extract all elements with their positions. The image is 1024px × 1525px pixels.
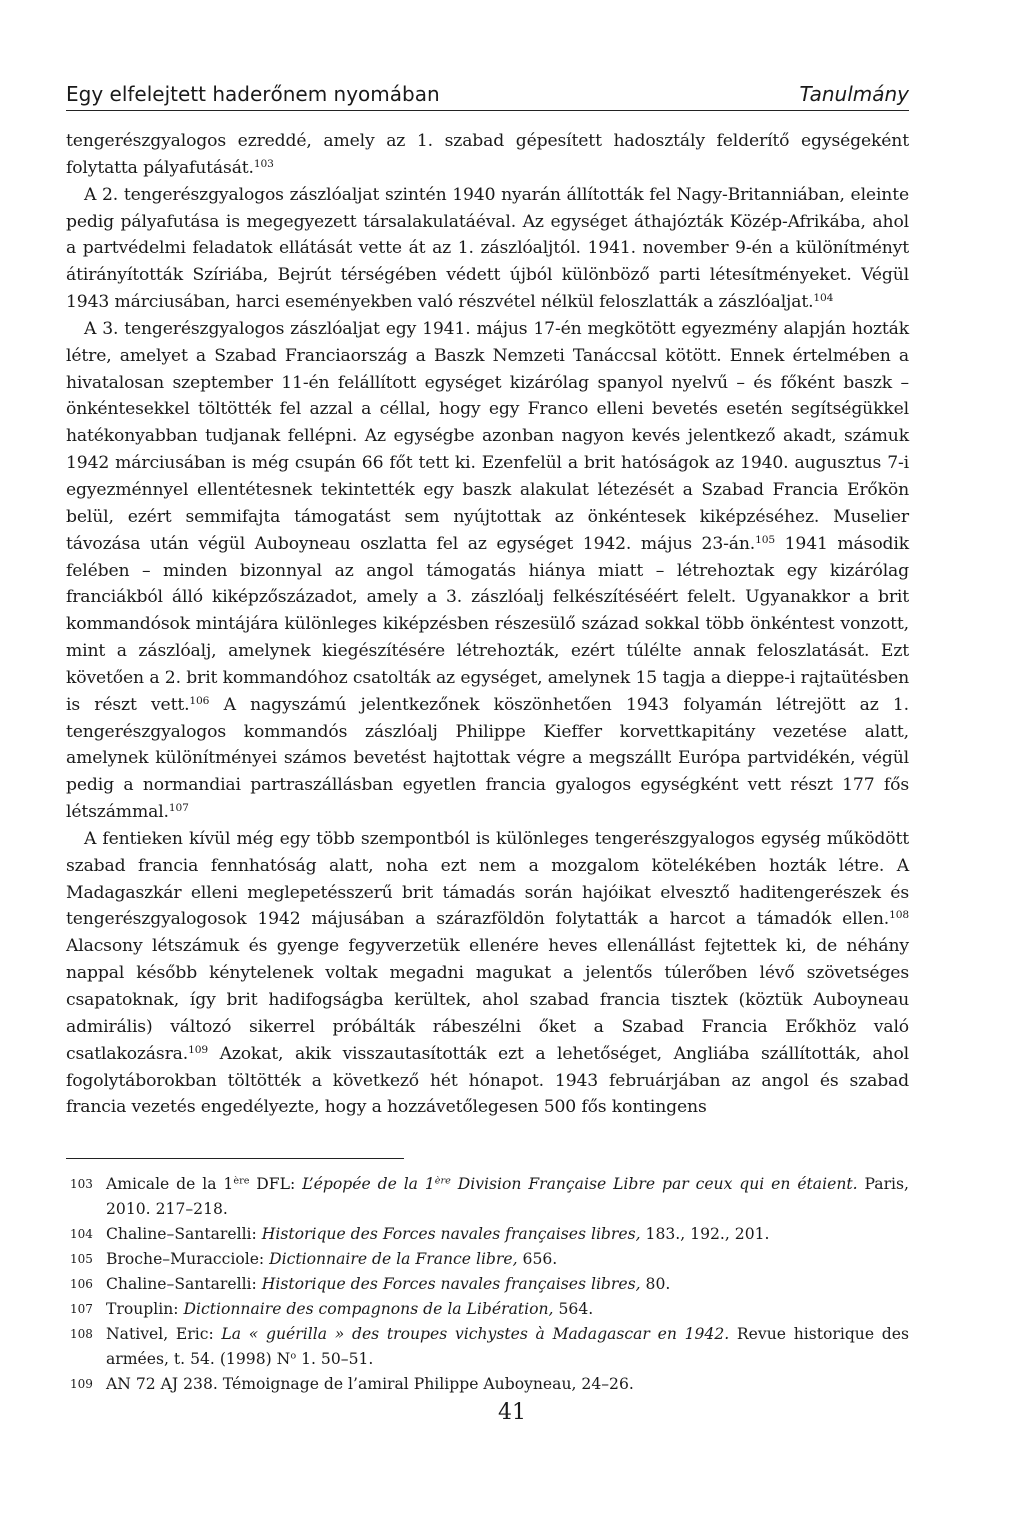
footnotes xyxy=(66,1172,909,1397)
footnote-text xyxy=(106,1372,909,1397)
footnote xyxy=(66,1372,909,1397)
italic-title: La « guérilla » des troupes vichystes à Madagascar en 1942. xyxy=(221,1325,730,1343)
text-run: Alacsony létszámuk és gyenge fegyverzetük ellenére heves ellenállást fejtettek ki, de néhány nappal később kénytelenek voltak megadni magukat a jelentős túlerőben lévő szövetséges csapatoknak, így brit hadifogságba kerültek, ahol szabad francia tisztek (köztük Auboyneau admirális) változó sikerrel próbálták rábeszélni őket a Szabad Francia Erőkhöz való csatlakozásra. xyxy=(66,936,909,1064)
italic-superscript: ère xyxy=(434,1175,451,1187)
text-run: AN 72 AJ 238. Témoignage de l’amiral Philippe Auboyneau, 24–26. xyxy=(106,1375,634,1393)
footnote-text xyxy=(106,1247,909,1272)
footnote-text xyxy=(106,1222,909,1247)
text-run: Chaline–Santarelli: xyxy=(106,1225,262,1243)
footnote xyxy=(66,1222,909,1247)
footnote-number: 103 xyxy=(70,1177,93,1191)
text-run: DFL: xyxy=(249,1175,303,1193)
footnote-number: 107 xyxy=(70,1302,93,1316)
footnote-ref: 106 xyxy=(189,693,210,707)
footnote-number: 109 xyxy=(70,1377,93,1391)
footnote-number: 105 xyxy=(70,1252,93,1266)
text-run: Broche–Muracciole: xyxy=(106,1250,270,1268)
footnote-ref: 109 xyxy=(188,1042,208,1056)
text-run: 183., 192., 201. xyxy=(640,1225,770,1243)
italic-title: Historique des Forces navales françaises libres, xyxy=(261,1275,641,1293)
text-run: Paris, 2010. 217–218. xyxy=(106,1175,909,1218)
footnote-number: 106 xyxy=(70,1277,93,1291)
running-header xyxy=(66,82,909,111)
text-run: A 2. tengerészgyalogos zászlóaljat szintén 1940 nyarán állították fel Nagy-Britanniában, eleinte pedig pályafutása is megegyezett társalakulatáéval. Az egységet áthajózták Közép-Afrikába, ahol a partvédelmi feladatok ellátását vette át az 1. zászlóaljtól. 1941. november 9-én a különítményt átirányították Szíriába, Bejrút térségében védett újból különböző parti létesítményeket. Végül 1943 márciusában, harci eseményekben való részvétel nélkül feloszlatták a zászlóaljat. xyxy=(66,184,909,313)
running-header-title: Egy elfelejtett haderőnem nyomában xyxy=(66,82,440,106)
text-run: Chaline–Santarelli: xyxy=(106,1275,262,1293)
text-run: Nativel, Eric: xyxy=(106,1325,222,1343)
page-number: 41 xyxy=(498,1400,526,1425)
text-run: Revue historique des armées, t. 54. (1998) N xyxy=(106,1325,909,1368)
text-run: 80. xyxy=(640,1275,671,1293)
paragraph xyxy=(66,182,909,316)
footnote xyxy=(66,1297,909,1322)
italic-title: Dictionnaire de la France libre, xyxy=(269,1250,518,1268)
footnote-separator xyxy=(66,1158,404,1159)
footnote xyxy=(66,1272,909,1297)
text-run: 1941 második felében – minden bizonnyal az angol támogatás hiánya miatt – létrehoztak egy kizárólag franciákból álló kiképzőszázadot, amely a 3. zászlóalj felkészítéséért felelt. Ugyanakkor a brit kommandósok mintájára különleges kiképzésben részesülő század sokkal több önkéntest vonzott, mint a zászlóalj, amelynek kiegészítésére létrehozták, ezért túlélte annak feloszlatását. Ezt követően a 2. brit kommandóhoz csatolták az egységet, amelynek 15 tagja a dieppe-i rajtaütésben is részt vett. xyxy=(66,533,909,715)
footnote xyxy=(66,1247,909,1272)
italic-title: L’épopée de la 1 xyxy=(302,1175,435,1193)
paragraph xyxy=(66,128,909,182)
text-run: 564. xyxy=(553,1300,594,1318)
paragraph xyxy=(66,316,909,826)
text-run: A nagyszámú jelentkezőnek köszönhetően 1943 folyamán létrejött az 1. tengerészgyalogos kommandós zászlóalj Philippe Kieffer korvettkapitány vezetése alatt, amelynek különítményei számos bevetést hajtottak végre a megszállt Európa partvidékén, végül pedig a normandiai partraszállásban egyetlen francia gyalogos egységként vett részt 177 fős létszámmal. xyxy=(66,694,909,823)
italic-title: Dictionnaire des compagnons de la Libération, xyxy=(183,1300,554,1318)
footnote xyxy=(66,1172,909,1222)
text-run: Trouplin: xyxy=(106,1300,184,1318)
text-run: 1. 50–51. xyxy=(296,1350,374,1368)
text-run: Amicale de la 1 xyxy=(106,1175,234,1193)
footnote xyxy=(66,1322,909,1372)
footnote-ref: 104 xyxy=(813,291,834,305)
italic-title: Division Française Libre par ceux qui en étaient. xyxy=(450,1175,858,1193)
running-header-section: Tanulmány xyxy=(799,82,909,106)
italic-title: Historique des Forces navales françaises libres, xyxy=(261,1225,641,1243)
footnote-ref: 105 xyxy=(755,532,775,546)
text-run: tengerészgyalogos ezreddé, amely az 1. szabad gépesített hadosztály felderítő egységeként folytatta pályafutását. xyxy=(66,131,909,178)
footnote-ref: 108 xyxy=(889,908,909,922)
footnote-number: 104 xyxy=(70,1227,93,1241)
footnote-number: 108 xyxy=(70,1327,93,1341)
footnote-ref: o xyxy=(290,1350,297,1362)
text-run: Azokat, akik visszautasították ezt a lehetőséget, Angliába szállították, ahol fogolytáborokban töltötték a következő hét hónapot. 1943 februárjában az angol és szabad francia vezetés engedélyezte, hogy a hozzávetőlegesen 500 fős kontingens xyxy=(66,1043,909,1118)
footnote-text xyxy=(106,1172,909,1222)
text-run: A fentieken kívül még egy több szempontból is különleges tengerészgyalogos egység működött szabad francia fennhatóság alatt, noha ezt nem a mozgalom kötelékében hozták létre. A Madagaszkár elleni meglepetésszerű brit támadás során hajóikat elvesztő haditengerészek és tengerészgyalogosok 1942 májusában a szárazföldön folytatták a harcot a támadók ellen. xyxy=(66,828,909,930)
paragraph xyxy=(66,826,909,1121)
footnote-text xyxy=(106,1297,909,1322)
footnote-text xyxy=(106,1272,909,1297)
text-run: A 3. tengerészgyalogos zászlóaljat egy 1941. május 17-én megkötött egyezmény alapján hozták létre, amelyet a Szabad Franciaország a Baszk Nemzeti Tanáccsal kötött. Ennek értelmében a hivatalosan szeptember 11-én felállított egységet kizárólag spanyol nyelvű – és főként baszk – önkéntesekkel töltötték fel azzal a céllal, hogy egy Franco elleni bevetés esetén segítségükkel hatékonyabban tudjanak fellépni. Az egységbe azonban nagyon kevés jelentkező akadt, számuk 1942 márciusában is még csupán 66 főt tett ki. Ezenfelül a brit hatóságok az 1940. augusztus 7-i egyezménnyel ellentétesnek tekintették egy baszk alakulat létezését a Szabad Francia Erőkön belül, ezért semmifajta támogatást sem nyújtottak az önkéntesek kiképzéséhez. Muselier távozása után végül Auboyneau oszlatta fel az egységet 1942. május 23-án. xyxy=(66,318,909,554)
footnote-text xyxy=(106,1322,909,1372)
footnote-ref: 107 xyxy=(168,801,189,815)
text-run: 656. xyxy=(517,1250,558,1268)
footnote-ref: ère xyxy=(233,1175,250,1187)
main-text xyxy=(66,128,909,1121)
footnote-ref: 103 xyxy=(253,156,274,170)
